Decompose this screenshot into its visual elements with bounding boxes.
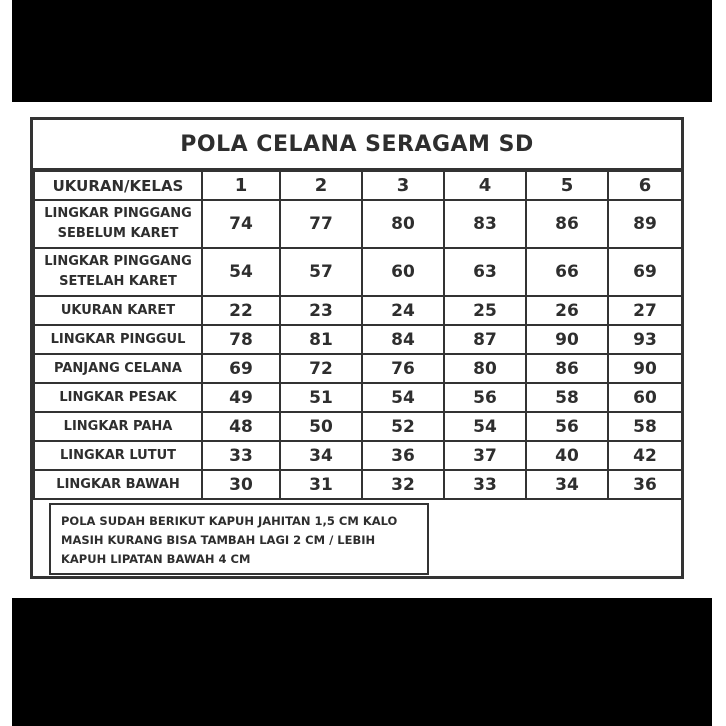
- row-label: [34, 296, 202, 325]
- table-cell: 27: [608, 296, 682, 325]
- note-line: POLA SUDAH BERIKUT KAPUH JAHITAN 1,5 CM KALO: [61, 514, 398, 528]
- table-cell: 69: [608, 248, 682, 296]
- table-cell: 74: [202, 200, 280, 248]
- bottom-black-band: [12, 598, 712, 726]
- table-cell: 66: [526, 248, 608, 296]
- table-cell: 77: [280, 200, 362, 248]
- table-cell: 84: [362, 325, 444, 354]
- table-cell: 72: [280, 354, 362, 383]
- chart-title: POLA CELANA SERAGAM SD: [33, 120, 681, 170]
- table-cell: 57: [280, 248, 362, 296]
- table-cell: 42: [608, 441, 682, 470]
- row-label: [34, 412, 202, 441]
- table-cell: 34: [280, 441, 362, 470]
- table-cell: 69: [202, 354, 280, 383]
- row-label: [34, 354, 202, 383]
- table-cell: 60: [362, 248, 444, 296]
- table-row: [34, 470, 682, 499]
- table-cell: 33: [444, 470, 526, 499]
- table-cell: 32: [362, 470, 444, 499]
- table-cell: 80: [444, 354, 526, 383]
- table-cell: 40: [526, 441, 608, 470]
- table-cell: 54: [444, 412, 526, 441]
- table-cell: 63: [444, 248, 526, 296]
- table-cell: 56: [444, 383, 526, 412]
- top-black-band: [12, 0, 712, 102]
- table-cell: 37: [444, 441, 526, 470]
- table-cell: 89: [608, 200, 682, 248]
- table-cell: 81: [280, 325, 362, 354]
- table-cell: 90: [526, 325, 608, 354]
- table-cell: 24: [362, 296, 444, 325]
- table-cell: 49: [202, 383, 280, 412]
- table-cell: 30: [202, 470, 280, 499]
- row-label-line: LINGKAR BAWAH: [56, 476, 180, 492]
- table-row: [34, 412, 682, 441]
- row-label-line: LINGKAR PINGGANG: [44, 206, 192, 221]
- table-cell: 54: [362, 383, 444, 412]
- column-header: 1: [202, 171, 280, 200]
- row-label-line: LINGKAR PESAK: [59, 389, 177, 405]
- table-cell: 34: [526, 470, 608, 499]
- corner-header: UKURAN/KELAS: [34, 171, 202, 200]
- table-cell: 36: [362, 441, 444, 470]
- table-row: [34, 354, 682, 383]
- table-cell: 86: [526, 200, 608, 248]
- note-line: MASIH KURANG BISA TAMBAH LAGI 2 CM / LEBIH: [61, 533, 376, 547]
- column-header: 4: [444, 171, 526, 200]
- table-row: [34, 441, 682, 470]
- column-header: 6: [608, 171, 682, 200]
- column-header: 2: [280, 171, 362, 200]
- table-cell: 26: [526, 296, 608, 325]
- table-row: [34, 383, 682, 412]
- row-label: [34, 200, 202, 248]
- table-row: [34, 325, 682, 354]
- table-cell: 86: [526, 354, 608, 383]
- table-cell: 52: [362, 412, 444, 441]
- table-cell: 58: [608, 412, 682, 441]
- row-label-line: LINGKAR PAHA: [63, 418, 173, 434]
- table-cell: 51: [280, 383, 362, 412]
- header-row: [34, 171, 682, 200]
- table-cell: 23: [280, 296, 362, 325]
- table-cell: 36: [608, 470, 682, 499]
- table-cell: 80: [362, 200, 444, 248]
- row-label: [34, 470, 202, 499]
- table-cell: 31: [280, 470, 362, 499]
- table-row: [34, 296, 682, 325]
- table-row: [34, 200, 682, 248]
- column-header: 3: [362, 171, 444, 200]
- table-cell: 33: [202, 441, 280, 470]
- size-table: [33, 170, 683, 500]
- table-cell: 58: [526, 383, 608, 412]
- note-line: KAPUH LIPATAN BAWAH 4 CM: [61, 552, 251, 566]
- table-cell: 93: [608, 325, 682, 354]
- table-cell: 48: [202, 412, 280, 441]
- row-label: [34, 383, 202, 412]
- row-label-line: LINGKAR PINGGANG: [44, 254, 192, 269]
- table-row: [34, 248, 682, 296]
- table-cell: 83: [444, 200, 526, 248]
- size-chart-frame: [30, 117, 684, 579]
- table-cell: 56: [526, 412, 608, 441]
- table-cell: 76: [362, 354, 444, 383]
- row-label: [34, 248, 202, 296]
- table-cell: 25: [444, 296, 526, 325]
- row-label-line: LINGKAR PINGGUL: [50, 331, 186, 347]
- row-label-line: UKURAN KARET: [60, 302, 176, 318]
- row-label: [34, 325, 202, 354]
- table-cell: 22: [202, 296, 280, 325]
- column-header: 5: [526, 171, 608, 200]
- row-label-line: PANJANG CELANA: [54, 360, 182, 376]
- pattern-note: [49, 503, 429, 575]
- table-cell: 54: [202, 248, 280, 296]
- row-label-line: SEBELUM KARET: [57, 226, 179, 241]
- table-cell: 50: [280, 412, 362, 441]
- table-cell: 87: [444, 325, 526, 354]
- row-label: [34, 441, 202, 470]
- table-cell: 90: [608, 354, 682, 383]
- row-label-line: SETELAH KARET: [59, 274, 177, 289]
- table-cell: 60: [608, 383, 682, 412]
- row-label-line: LINGKAR LUTUT: [59, 447, 176, 463]
- table-cell: 78: [202, 325, 280, 354]
